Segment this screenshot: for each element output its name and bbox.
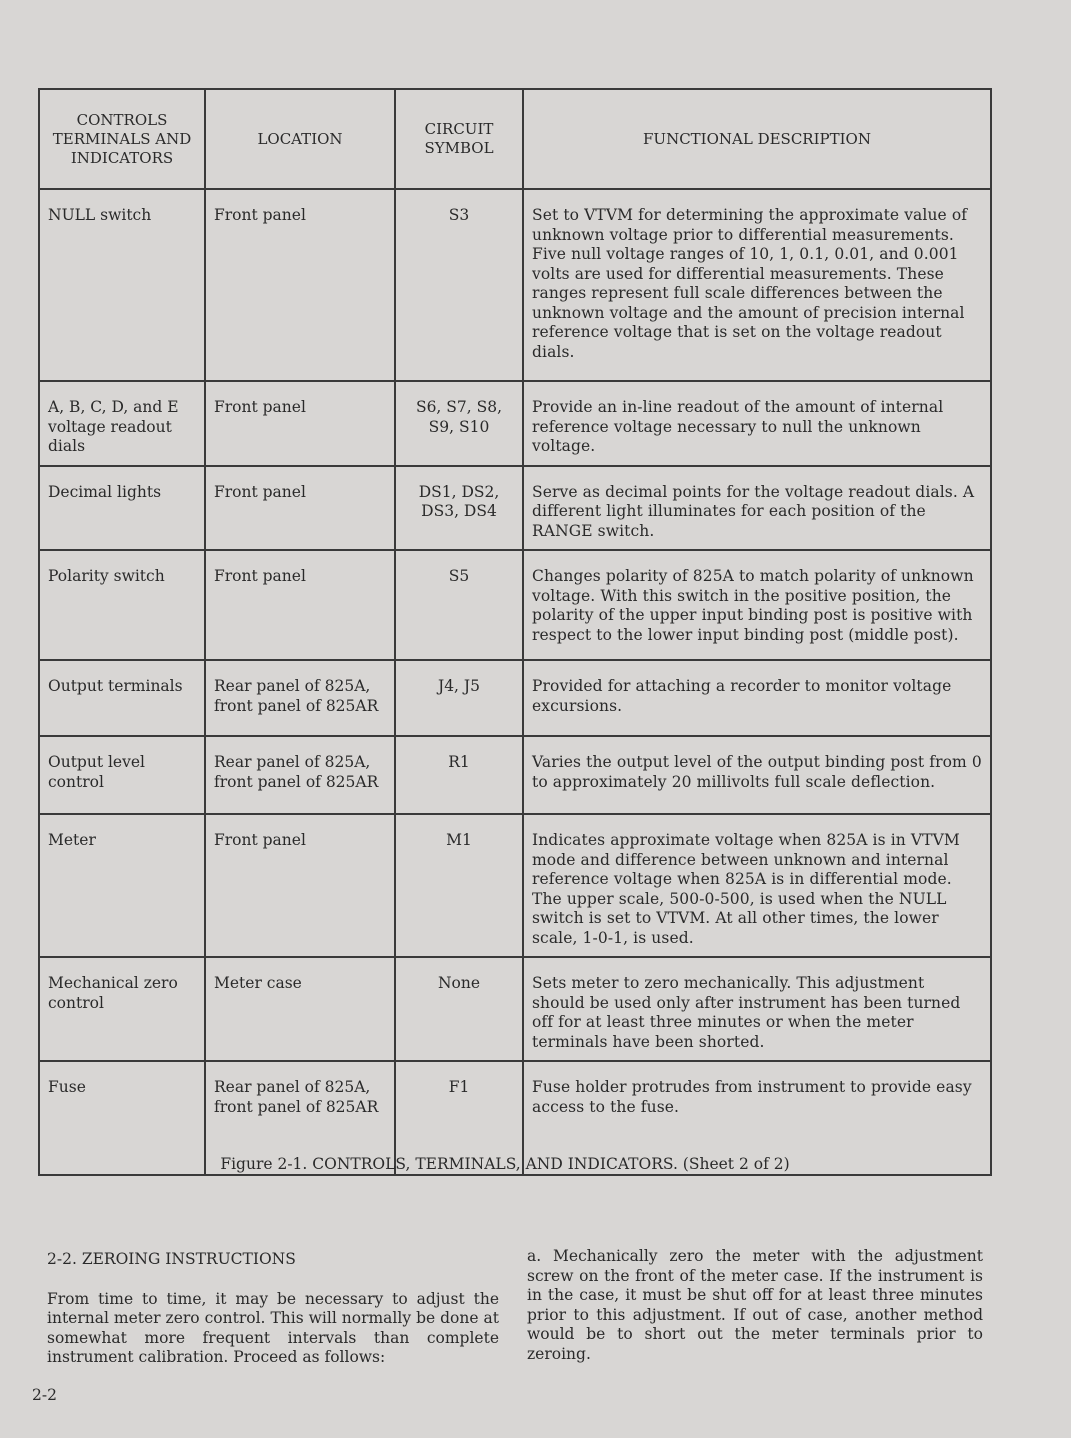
row-control-name: Output terminals xyxy=(39,660,205,736)
row-location: Front panel xyxy=(205,466,395,551)
row-control-name: Decimal lights xyxy=(39,466,205,551)
right-column xyxy=(527,1247,983,1364)
row-description: Fuse holder protrudes from instrument to provide easy access to the fuse. xyxy=(523,1061,991,1175)
row-control-name: Meter xyxy=(39,814,205,957)
header-functional-description: FUNCTIONAL DESCRIPTION xyxy=(523,89,991,189)
controls-table xyxy=(38,88,992,1176)
table-row xyxy=(39,957,991,1061)
row-circuit-symbol: DS1, DS2, DS3, DS4 xyxy=(395,466,523,551)
row-description: Varies the output level of the output binding post from 0 to approximately 20 millivolts full scale deflection. xyxy=(523,736,991,814)
table-row xyxy=(39,189,991,381)
table-row xyxy=(39,736,991,814)
row-description: Serve as decimal points for the voltage readout dials. A different light illuminates for each position of the RANGE switch. xyxy=(523,466,991,551)
table-row xyxy=(39,550,991,660)
row-description: Provide an in-line readout of the amount of internal reference voltage necessary to null the unknown voltage. xyxy=(523,381,991,466)
row-control-name: Fuse xyxy=(39,1061,205,1175)
row-circuit-symbol: J4, J5 xyxy=(395,660,523,736)
row-circuit-symbol: M1 xyxy=(395,814,523,957)
row-circuit-symbol: S3 xyxy=(395,189,523,381)
row-control-name: A, B, C, D, and E voltage readout dials xyxy=(39,381,205,466)
row-description: Sets meter to zero mechanically. This adjustment should be used only after instrument has been turned off for at least three minutes or when the meter terminals have been shorted. xyxy=(523,957,991,1061)
header-location: LOCATION xyxy=(205,89,395,189)
row-location: Front panel xyxy=(205,381,395,466)
row-description: Set to VTVM for determining the approximate value of unknown voltage prior to differential measurements. Five null voltage ranges of 10, 1, 0.1, 0.01, and 0.001 volts are used for differential measurements. These ranges represent full scale differences between the unknown voltage and the amount of precision internal reference voltage that is set on the voltage readout dials. xyxy=(523,189,991,381)
row-control-name: Mechanical zero control xyxy=(39,957,205,1061)
row-location: Front panel xyxy=(205,189,395,381)
row-circuit-symbol: R1 xyxy=(395,736,523,814)
row-location: Rear panel of 825A, front panel of 825AR xyxy=(205,736,395,814)
table-header-row xyxy=(39,89,991,189)
table-row xyxy=(39,660,991,736)
left-column xyxy=(47,1250,499,1368)
row-circuit-symbol: None xyxy=(395,957,523,1061)
figure-caption: Figure 2-1. CONTROLS, TERMINALS, AND INDICATORS. (Sheet 2 of 2) xyxy=(220,1155,790,1173)
row-control-name: NULL switch xyxy=(39,189,205,381)
section-title: 2-2. ZEROING INSTRUCTIONS xyxy=(47,1250,296,1268)
row-control-name: Output level control xyxy=(39,736,205,814)
row-circuit-symbol: S5 xyxy=(395,550,523,660)
row-control-name: Polarity switch xyxy=(39,550,205,660)
row-location: Meter case xyxy=(205,957,395,1061)
row-description: Indicates approximate voltage when 825A is in VTVM mode and difference between unknown and internal reference voltage when 825A is in differential mode. The upper scale, 500-0-500, is used when the NULL switch is set to VTVM. At all other times, the lower scale, 1-0-1, is used. xyxy=(523,814,991,957)
header-controls: CONTROLS TERMINALS AND INDICATORS xyxy=(39,89,205,189)
row-location: Rear panel of 825A, front panel of 825AR xyxy=(205,660,395,736)
row-description: Provided for attaching a recorder to monitor voltage excursions. xyxy=(523,660,991,736)
section-intro-paragraph: From time to time, it may be necessary to adjust the internal meter zero control. This will normally be done at somewhat more frequent intervals than complete instrument calibration. Proceed as follows: xyxy=(47,1289,499,1366)
row-location: Front panel xyxy=(205,814,395,957)
step-a-paragraph: a. Mechanically zero the meter with the adjustment screw on the front of the meter case. If the instrument is in the case, it must be shut off for at least three minutes prior to this adjustment. If out of case, another method would be to short out the meter terminals prior to zeroing. xyxy=(527,1247,983,1363)
row-location: Front panel xyxy=(205,550,395,660)
table-row xyxy=(39,814,991,957)
header-circuit-symbol: CIRCUIT SYMBOL xyxy=(395,89,523,189)
page-number: 2-2 xyxy=(32,1386,57,1404)
table-row xyxy=(39,381,991,466)
row-description: Changes polarity of 825A to match polarity of unknown voltage. With this switch in the positive position, the polarity of the upper input binding post is positive with respect to the lower input binding post (middle post). xyxy=(523,550,991,660)
row-circuit-symbol: F1 xyxy=(395,1061,523,1175)
table-row xyxy=(39,466,991,551)
row-circuit-symbol: S6, S7, S8, S9, S10 xyxy=(395,381,523,466)
row-location: Rear panel of 825A, front panel of 825AR xyxy=(205,1061,395,1175)
